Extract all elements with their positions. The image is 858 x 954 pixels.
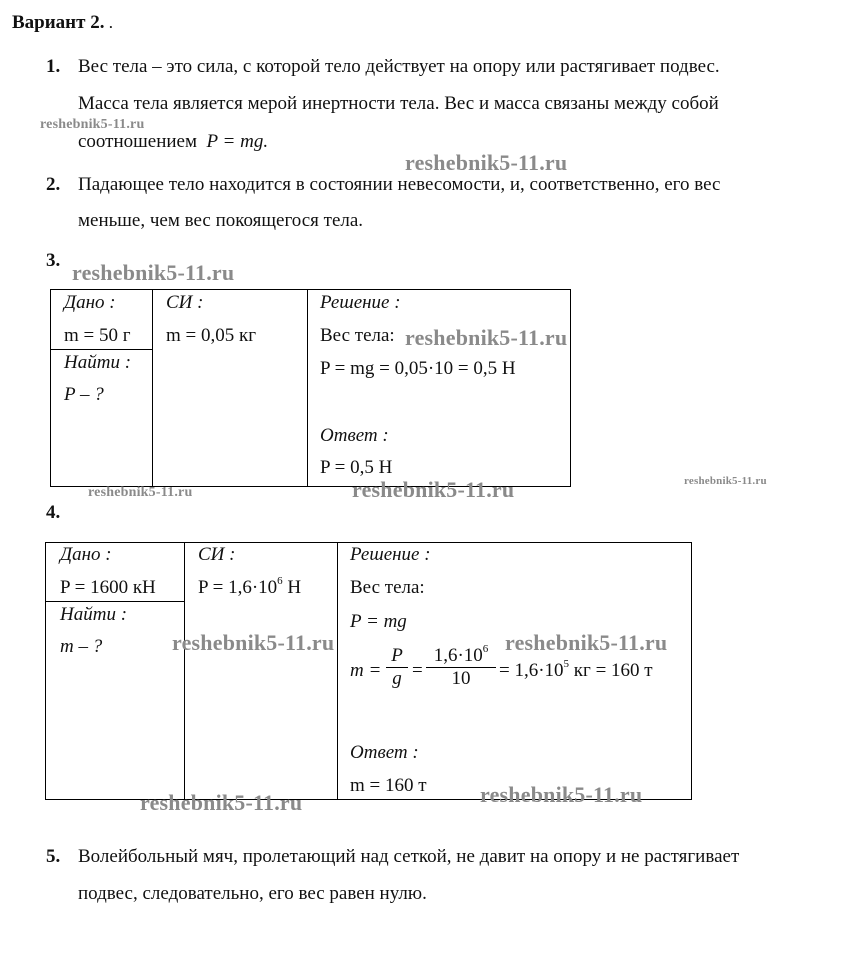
table-1-given-divider [50,349,153,350]
watermark: reshebnik5-11.ru [40,117,145,132]
page-title: Вариант 2. . [12,12,113,33]
table-1-divider-1 [152,289,153,486]
item-1-line-3: соотношением P = mg. [78,131,269,152]
watermark: reshebnik5-11.ru [480,782,643,807]
t2-m-eq: m = [350,660,382,681]
t2-frac-2: $\frac{1,6\cdot 10^6}{10}$ [426,645,496,690]
t2-solution-line-1: Вес тела: [350,577,425,598]
t1-answer-value: P = 0,5 Н [320,457,393,478]
item-1-line-1: Вес тела – это сила, с которой тело действует на опору или растягивает подвес. [78,56,720,77]
watermark: reshebnik5-11.ru [405,325,568,350]
t2-solution-label: Решение : [350,544,431,565]
t1-solution-line-1: Вес тела: [320,325,395,346]
watermark: reshebnik5-11.ru [172,630,335,655]
table-2-divider-2 [337,542,338,799]
t2-given-value: P = 1600 кН [60,577,156,598]
item-1-number: 1. [46,56,61,77]
watermark: reshebnik5-11.ru [684,475,767,487]
t2-si-label: СИ : [198,544,236,565]
table-2-given-divider [45,601,185,602]
t1-given-label: Дано : [64,292,116,313]
t1-si-value: m = 0,05 кг [166,325,257,346]
item-5-line-1: Волейбольный мяч, пролетающий над сеткой, не давит на опору и не растягивает [78,846,740,867]
table-1-divider-2 [307,289,308,486]
t1-find-value: P – ? [64,384,104,405]
item-5-line-2: подвес, следовательно, его вес равен нулю. [78,883,427,904]
table-2-divider-1 [184,542,185,799]
t1-given-value: m = 50 г [64,325,131,346]
item-1-line-2: Масса тела является мерой инертности тела. Вес и масса связаны между собой [78,93,719,114]
t1-answer-label: Ответ : [320,425,389,446]
t1-si-label: СИ : [166,292,204,313]
t1-solution-label: Решение : [320,292,401,313]
item-3-number: 3. [46,250,61,271]
t2-frac-1: $\frac{P}{g}$ [386,645,408,690]
item-2-line-1: Падающее тело находится в состоянии невесомости, и, соответственно, его вес [78,174,721,195]
t2-find-label: Найти : [60,604,128,625]
t2-solution-line-2: P = mg [350,611,407,632]
t2-answer-label: Ответ : [350,742,419,763]
watermark: reshebnik5-11.ru [352,477,515,502]
formula-p-mg: P = mg. [206,131,269,152]
t1-solution-line-2: P = mg = 0,05·10 = 0,5 Н [320,358,516,379]
table-1 [50,289,571,487]
watermark: reshebnik5-11.ru [505,630,668,655]
item-2-number: 2. [46,174,61,195]
watermark: reshebnik5-11.ru [405,150,568,175]
t2-eq-sign: = [412,660,423,681]
t2-result: = $1,6\cdot 10^5$ кг = 160 т [499,658,653,681]
watermark: reshebnik5-11.ru [72,260,235,285]
t1-find-label: Найти : [64,352,132,373]
item-4-number: 4. [46,502,61,523]
t2-si-value: $P = 1,6\cdot 10^6$ Н [198,575,302,598]
item-5-number: 5. [46,846,61,867]
t2-given-label: Дано : [60,544,112,565]
watermark: reshebnik5-11.ru [140,790,303,815]
t2-answer-value: m = 160 т [350,775,427,796]
t2-find-value: m – ? [60,636,103,657]
watermark: reshebnik5-11.ru [88,485,193,500]
item-2-line-2: меньше, чем вес покоящегося тела. [78,210,364,231]
